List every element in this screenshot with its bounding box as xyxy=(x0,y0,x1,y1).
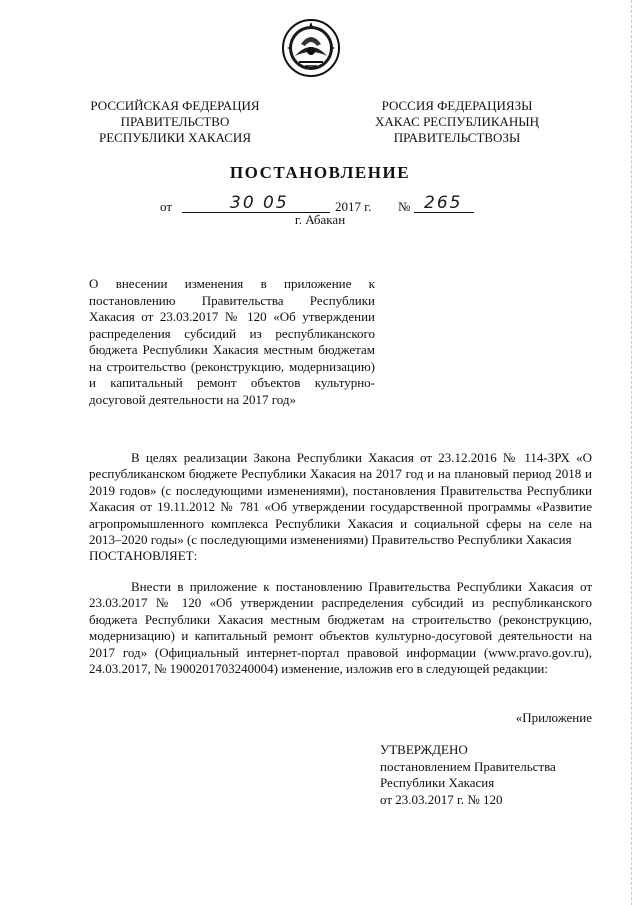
handwritten-number: 265 xyxy=(424,193,463,213)
header-right-line: ХАКАС РЕСПУБЛИКАНЫҢ xyxy=(374,114,540,129)
approved-heading: УТВЕРЖДЕНО xyxy=(380,742,468,757)
header-right-block xyxy=(362,98,552,146)
decree-word: ПОСТАНОВЛЯЕТ: xyxy=(89,548,198,564)
number-label: № xyxy=(398,199,411,214)
header-right-line: ПРАВИТЕЛЬСТВОЗЫ xyxy=(393,130,521,145)
body-paragraph-2: Внести в приложение к постановлению Правительства Республики Хакасия от 23.03.2017 № 120 «Об утверждении распределения субсидий из республиканского бюджета Республики Хакасия местным бюджетам на строительство (реконструкцию, модернизацию) и капитальный ремонт объектов культурно-досуговой деятельности на 2017 год» (Официальный интернет-портал правовой информации (www.pravo.gov.ru), 24.03.2017, № 1900201703240004) изменение, изложив его в следующей редакции: xyxy=(89,579,592,677)
header-left-block xyxy=(80,98,270,146)
approved-line: от 23.03.2017 г. № 120 xyxy=(380,791,503,807)
header-left-line: РОССИЙСКАЯ ФЕДЕРАЦИЯ xyxy=(90,98,260,113)
approved-line: постановлением Правительства xyxy=(380,758,556,774)
page-edge-guide xyxy=(631,0,632,905)
approved-line: Республики Хакасия xyxy=(380,775,495,790)
approved-block xyxy=(380,742,600,808)
handwritten-date: 30 05 xyxy=(230,193,289,213)
appendix-label: «Приложение xyxy=(515,710,592,725)
header-right-line: РОССИЯ ФЕДЕРАЦИЯЗЫ xyxy=(381,98,533,113)
city-label: г. Абакан xyxy=(294,212,346,227)
year-label: 2017 г. xyxy=(335,199,372,214)
document-title: ПОСТАНОВЛЕНИЕ xyxy=(229,163,411,182)
header-left-line: ПРАВИТЕЛЬСТВО xyxy=(120,114,230,129)
paragraph-1-text: В целях реализации Закона Республики Хакасия от 23.12.2016 № 114-ЗРХ «О республиканском бюджете Республики Хакасия на 2017 год и на плановый период 2018 и 2019 годов» (с последующими изменениями), постановления Правительства Республики Хакасия от 19.11.2012 № 781 «Об утверждении государственной программы «Развитие агропромышленного комплекса Республики Хакасия и социальной сферы на селе на 2013–2020 годы» (с последующими изменениями) Правительство Республики Хакасия xyxy=(89,450,592,548)
coat-of-arms-icon xyxy=(281,18,341,78)
subject-block: О внесении изменения в приложение к постановлению Правительства Республики Хакасия от 23.03.2017 № 120 «Об утверждении распределения субсидий из республиканского бюджета Республики Хакасия местным бюджетам на строительство (реконструкцию, модернизацию) и капитальный ремонт объектов культурно-досуговой деятельности на 2017 год» xyxy=(89,276,375,407)
header-left-line: РЕСПУБЛИКИ ХАКАСИЯ xyxy=(98,130,251,145)
body-paragraph-1 xyxy=(89,450,592,565)
from-label: от xyxy=(160,199,173,214)
